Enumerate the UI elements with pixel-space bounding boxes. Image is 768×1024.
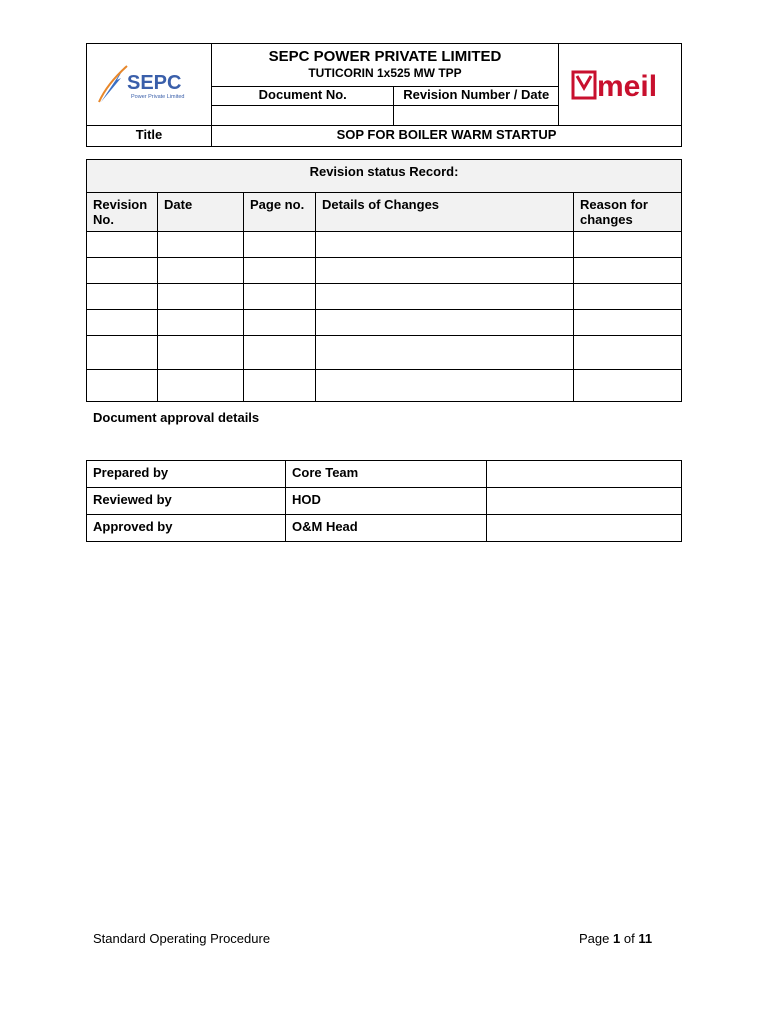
meil-logo <box>559 44 681 122</box>
table-row <box>87 232 682 258</box>
table-cell <box>87 370 158 402</box>
table-cell <box>158 336 244 370</box>
document-no-label: Document No. <box>212 86 394 106</box>
table-cell <box>158 370 244 402</box>
plant-name: TUTICORIN 1x525 MW TPP <box>308 66 462 80</box>
table-cell <box>574 232 682 258</box>
table-cell <box>158 232 244 258</box>
sepc-logo <box>87 44 211 122</box>
approval-sign <box>487 515 682 542</box>
approval-by: Core Team <box>286 461 487 488</box>
table-cell <box>87 310 158 336</box>
table-cell <box>244 370 316 402</box>
table-cell <box>316 258 574 284</box>
table-row <box>87 310 682 336</box>
company-cell <box>212 44 559 87</box>
table-cell <box>316 232 574 258</box>
table-cell <box>574 336 682 370</box>
page-number <box>579 931 652 946</box>
title-label: Title <box>87 126 212 147</box>
page-current: 1 <box>613 931 621 946</box>
col-details: Details of Changes <box>316 193 574 232</box>
table-cell <box>87 336 158 370</box>
table-cell <box>244 258 316 284</box>
approval-role: Prepared by <box>87 461 286 488</box>
table-cell <box>316 284 574 310</box>
table-row <box>87 258 682 284</box>
table-cell <box>244 310 316 336</box>
approval-sign <box>487 488 682 515</box>
table-cell <box>244 232 316 258</box>
approval-heading: Document approval details <box>93 410 260 425</box>
col-date: Date <box>158 193 244 232</box>
table-row <box>87 461 682 488</box>
table-cell <box>316 370 574 402</box>
table-row <box>87 515 682 542</box>
title-value: SOP FOR BOILER WARM STARTUP <box>212 126 682 147</box>
table-cell <box>244 336 316 370</box>
document-no-value <box>212 106 394 126</box>
table-cell <box>87 258 158 284</box>
table-row <box>87 488 682 515</box>
table-row <box>87 284 682 310</box>
meil-logo-cell <box>558 44 681 126</box>
table-cell <box>316 310 574 336</box>
approval-table <box>86 460 682 542</box>
header-table <box>86 43 682 147</box>
table-row <box>87 370 682 402</box>
footer-left: Standard Operating Procedure <box>93 931 271 946</box>
table-cell <box>87 232 158 258</box>
table-cell <box>87 284 158 310</box>
approval-by: O&M Head <box>286 515 487 542</box>
table-row <box>87 336 682 370</box>
col-revision-no: Revision No. <box>87 193 158 232</box>
company-name: SEPC POWER PRIVATE LIMITED <box>268 48 502 65</box>
approval-by: HOD <box>286 488 487 515</box>
page-total: 11 <box>638 931 653 946</box>
revision-heading: Revision status Record: <box>87 160 682 193</box>
table-cell <box>574 310 682 336</box>
table-cell <box>574 284 682 310</box>
col-page-no: Page no. <box>244 193 316 232</box>
table-cell <box>244 284 316 310</box>
table-cell <box>574 258 682 284</box>
revision-value <box>394 106 559 126</box>
approval-role: Approved by <box>87 515 286 542</box>
meil-logo-text: meil <box>596 70 658 103</box>
table-cell <box>158 258 244 284</box>
approval-sign <box>487 461 682 488</box>
sepc-logo-subtext: Power Private Limited <box>131 94 185 100</box>
revision-table <box>86 159 682 402</box>
col-reason: Reason for changes <box>574 193 682 232</box>
table-cell <box>158 284 244 310</box>
page-of: of <box>623 931 635 946</box>
page-prefix: Page <box>579 931 610 946</box>
revision-label: Revision Number / Date <box>394 86 559 106</box>
table-cell <box>316 336 574 370</box>
sepc-logo-text: SEPC <box>127 72 182 94</box>
approval-role: Reviewed by <box>87 488 286 515</box>
sepc-logo-cell <box>87 44 212 126</box>
table-cell <box>574 370 682 402</box>
table-cell <box>158 310 244 336</box>
